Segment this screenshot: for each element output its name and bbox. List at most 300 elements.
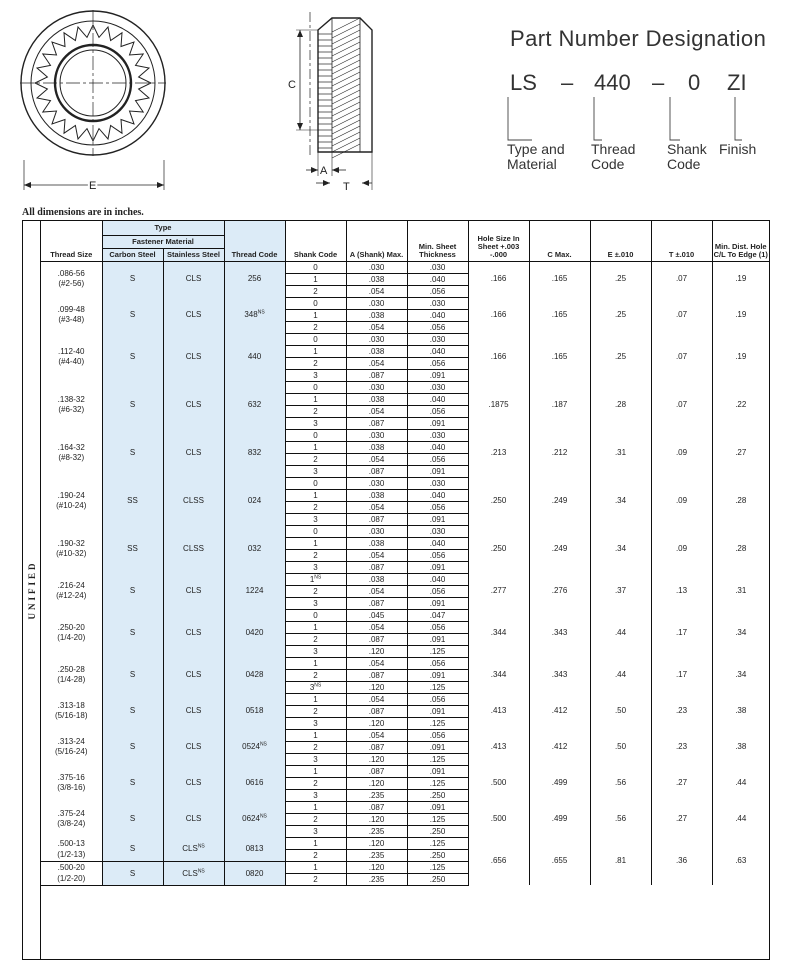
label-thread-code-line-2: Code: [591, 156, 625, 172]
label-type-material-line-1: Type and: [507, 141, 565, 157]
thread-size: .375-24: [57, 809, 85, 818]
shank-code-cell: [285, 633, 346, 645]
t-cell: [651, 765, 712, 801]
a-max-value: .087: [368, 670, 385, 680]
a-max-value: .087: [368, 766, 385, 776]
min-sheet-value: .056: [429, 586, 446, 596]
c-max-value: .249: [551, 496, 568, 505]
thread-code-cell: [224, 609, 285, 657]
min-sheet-value: .056: [429, 406, 446, 416]
shank-code-cell: [285, 357, 346, 369]
stainless-steel-cell: [163, 657, 224, 693]
c-max-cell: [529, 261, 590, 297]
shank-code-cell: [285, 309, 346, 321]
thread-size-fraction: (#6-32): [58, 405, 85, 414]
shank-code-value: 2: [313, 322, 318, 332]
hole-size-cell: [468, 477, 529, 525]
min-sheet-value: .030: [429, 478, 446, 488]
a-max-cell: [346, 261, 407, 273]
a-max-cell: [346, 501, 407, 513]
a-max-cell: [346, 381, 407, 393]
min-sheet-cell: [407, 357, 468, 369]
thread-code-cell: [224, 333, 285, 381]
shank-code-cell: [285, 441, 346, 453]
carbon-steel-cell: [102, 477, 163, 525]
min-sheet-value: .056: [429, 502, 446, 512]
a-max-value: .235: [368, 874, 385, 884]
min-sheet-value: .091: [429, 598, 446, 608]
a-max-value: .054: [368, 358, 385, 368]
a-max-value: .054: [368, 586, 385, 596]
stainless-steel-value: CLS: [185, 448, 202, 457]
hole-size-cell: [468, 837, 529, 885]
a-max-value: .087: [368, 634, 385, 644]
t-cell: [651, 525, 712, 573]
a-max-value: .054: [368, 550, 385, 560]
label-shank-code-line-1: Shank: [667, 141, 707, 157]
a-max-value: .120: [368, 814, 385, 824]
a-max-value: .030: [368, 334, 385, 344]
carbon-steel-value: SS: [127, 544, 138, 553]
min-sheet-value: .125: [429, 838, 446, 848]
t-cell: [651, 297, 712, 333]
shank-code-cell: [285, 561, 346, 573]
shank-code-value: 2: [313, 814, 318, 824]
min-sheet-cell: [407, 681, 468, 693]
thread-code-value: 0820: [245, 868, 264, 878]
label-finish-line-1: Finish: [719, 141, 757, 157]
table-row: [41, 693, 769, 705]
hole-size-cell: [468, 729, 529, 765]
min-dist-value: .31: [735, 586, 747, 595]
min-sheet-cell: [407, 609, 468, 621]
shank-code-value: 3: [313, 718, 318, 728]
hole-size-value: .1875: [488, 400, 509, 409]
shank-code-value: 1: [313, 490, 318, 500]
carbon-steel-cell: [102, 381, 163, 429]
t-cell: [651, 693, 712, 729]
a-max-value: .030: [368, 262, 385, 272]
a-max-value: .054: [368, 730, 385, 740]
table-row: [41, 261, 769, 273]
t-cell: [651, 801, 712, 837]
header-stainless-steel-text: Stainless Steel: [167, 249, 220, 259]
a-max-value: .087: [368, 418, 385, 428]
e-cell: [590, 333, 651, 381]
min-sheet-value: .091: [429, 370, 446, 380]
thread-code-value: 440: [247, 352, 262, 361]
a-max-value: .087: [368, 514, 385, 524]
header-min-dist-text: Min. Dist. Hole C/L To Edge (1): [713, 241, 768, 259]
shank-code-value: 1: [309, 574, 315, 584]
header-t: [651, 221, 712, 261]
header-shank-code-text: Shank Code: [293, 249, 338, 259]
a-max-cell: [346, 561, 407, 573]
min-sheet-cell: [407, 261, 468, 273]
thread-size: .313-24: [57, 737, 85, 746]
hole-size-value: .277: [490, 586, 507, 595]
thread-size-fraction: (#3-48): [58, 315, 85, 324]
a-max-value: .087: [368, 370, 385, 380]
c-max-value: .343: [551, 628, 568, 637]
e-value: .31: [614, 448, 627, 457]
min-sheet-cell: [407, 489, 468, 501]
shank-code-value: 3: [313, 466, 318, 476]
t-cell: [651, 261, 712, 297]
min-dist-cell: [712, 333, 769, 381]
min-sheet-cell: [407, 513, 468, 525]
thread-size: .190-32: [57, 539, 85, 548]
t-value: .17: [675, 670, 688, 679]
a-max-cell: [346, 321, 407, 333]
thread-code-value: 256: [247, 274, 262, 284]
shank-code-cell: [285, 393, 346, 405]
header-fastener-material-text: Fastener Material: [132, 236, 194, 246]
code-thread: 440: [594, 70, 631, 95]
t-cell: [651, 729, 712, 765]
c-max-value: .249: [551, 544, 568, 553]
shank-code-cell: [285, 609, 346, 621]
a-max-value: .030: [368, 526, 385, 536]
a-max-value: .120: [368, 646, 385, 656]
carbon-steel-cell: [102, 861, 163, 885]
thread-size-cell: [41, 477, 102, 525]
shank-code-value: 1: [313, 346, 318, 356]
ns-superscript: NS: [197, 843, 205, 850]
thread-size: .500-20: [57, 863, 85, 872]
carbon-steel-cell: [102, 693, 163, 729]
table-row: [41, 609, 769, 621]
shank-code-value: 3: [313, 514, 318, 524]
carbon-steel-value: S: [129, 742, 136, 751]
a-max-cell: [346, 813, 407, 825]
stainless-steel-cell: [163, 837, 224, 861]
e-cell: [590, 261, 651, 297]
carbon-steel-value: S: [129, 814, 136, 823]
shank-code-value: 3: [313, 646, 318, 656]
min-dist-value: .34: [735, 628, 747, 637]
min-dist-value: .19: [735, 274, 747, 284]
header-thread-size-text: Thread Size: [50, 249, 93, 259]
thread-size-fraction: (1/2-20): [57, 874, 86, 883]
min-sheet-cell: [407, 873, 468, 885]
a-max-cell: [346, 729, 407, 741]
shank-code-cell: [285, 585, 346, 597]
shank-code-cell: [285, 477, 346, 489]
stainless-steel-cell: [163, 297, 224, 333]
e-value: .28: [614, 400, 627, 409]
min-sheet-value: .091: [429, 706, 446, 716]
carbon-steel-cell: [102, 801, 163, 837]
hole-size-value: .166: [490, 310, 507, 319]
min-dist-value: .38: [735, 706, 747, 715]
min-sheet-value: .040: [429, 394, 446, 404]
e-value: .34: [614, 496, 627, 505]
c-max-cell: [529, 765, 590, 801]
label-thread-code-line-1: Thread: [591, 141, 636, 157]
a-max-cell: [346, 393, 407, 405]
shank-code-value: 2: [313, 358, 318, 368]
e-cell: [590, 765, 651, 801]
carbon-steel-value: S: [129, 844, 136, 854]
t-value: .17: [675, 628, 688, 637]
min-sheet-cell: [407, 729, 468, 741]
min-sheet-value: .056: [429, 454, 446, 464]
min-sheet-cell: [407, 813, 468, 825]
a-max-cell: [346, 405, 407, 417]
thread-size-cell: [41, 429, 102, 477]
header-stainless-steel: [163, 248, 224, 261]
table-row: [41, 573, 769, 585]
t-cell: [651, 333, 712, 381]
table-row: [41, 729, 769, 741]
shank-code-cell: [285, 549, 346, 561]
min-sheet-value: .250: [429, 874, 446, 884]
min-sheet-value: .040: [429, 346, 446, 356]
shank-code-value: 1: [313, 766, 318, 776]
min-dist-cell: [712, 573, 769, 609]
stainless-steel-value: CLS: [185, 310, 202, 319]
thread-code-cell: [224, 477, 285, 525]
table-row: [41, 297, 769, 309]
thread-code-value: 0624: [242, 814, 260, 823]
hole-size-value: .413: [490, 706, 507, 715]
min-dist-cell: [712, 837, 769, 885]
a-max-value: .087: [368, 706, 385, 716]
dim-t-label: T: [343, 181, 350, 193]
min-sheet-cell: [407, 597, 468, 609]
t-value: .07: [675, 274, 688, 284]
thread-size-fraction: (#10-24): [56, 501, 87, 510]
e-value: .34: [614, 544, 627, 553]
min-sheet-cell: [407, 477, 468, 489]
part-number-title: Part Number Designation: [510, 26, 767, 51]
c-max-value: .276: [551, 586, 568, 595]
thread-size-cell: [41, 837, 102, 861]
stainless-steel-cell: [163, 609, 224, 657]
shank-code-value: 0: [313, 430, 318, 440]
min-dist-cell: [712, 429, 769, 477]
stainless-steel-cell: [163, 801, 224, 837]
shank-code-value: 3: [313, 826, 318, 836]
thread-size: .313-18: [57, 701, 85, 710]
min-dist-value: .44: [735, 814, 747, 823]
a-max-value: .030: [368, 430, 385, 440]
thread-size: .190-24: [57, 491, 85, 500]
min-sheet-value: .056: [429, 358, 446, 368]
a-max-value: .054: [368, 286, 385, 296]
min-sheet-value: .040: [429, 274, 446, 284]
thread-size-fraction: (#2-56): [58, 279, 85, 289]
min-sheet-value: .040: [429, 574, 446, 584]
min-sheet-value: .030: [429, 430, 446, 440]
t-cell: [651, 429, 712, 477]
table-row: [41, 801, 769, 813]
a-max-cell: [346, 513, 407, 525]
shank-code-cell: [285, 273, 346, 285]
t-cell: [651, 477, 712, 525]
hole-size-value: .166: [490, 274, 507, 284]
a-max-cell: [346, 309, 407, 321]
stainless-steel-value: CLS: [185, 778, 202, 787]
c-max-value: .655: [551, 856, 568, 865]
shank-code-cell: [285, 465, 346, 477]
min-dist-cell: [712, 261, 769, 297]
e-cell: [590, 837, 651, 885]
header-t-text: T ±.010: [668, 249, 695, 259]
min-sheet-value: .250: [429, 826, 446, 836]
a-max-value: .087: [368, 742, 385, 752]
t-value: .09: [675, 448, 688, 457]
a-max-cell: [346, 297, 407, 309]
hole-size-value: .500: [490, 814, 507, 823]
a-max-cell: [346, 633, 407, 645]
a-max-value: .120: [368, 682, 385, 692]
a-max-value: .045: [368, 610, 385, 620]
min-sheet-value: .040: [429, 442, 446, 452]
a-max-value: .120: [368, 718, 385, 728]
shank-code-value: 0: [313, 298, 318, 308]
hole-size-cell: [468, 573, 529, 609]
c-max-value: .165: [551, 310, 568, 319]
thread-size-fraction: (#12-24): [56, 591, 87, 600]
carbon-steel-value: S: [129, 670, 136, 679]
min-sheet-cell: [407, 273, 468, 285]
thread-size: .216-24: [57, 581, 85, 590]
min-sheet-cell: [407, 669, 468, 681]
a-max-value: .054: [368, 658, 385, 668]
hole-size-cell: [468, 525, 529, 573]
dim-c-label: C: [288, 79, 296, 91]
carbon-steel-cell: [102, 765, 163, 801]
stainless-steel-value: CLSS: [183, 544, 204, 553]
stainless-steel-cell: [163, 693, 224, 729]
thread-size-fraction: (5/16-18): [55, 711, 88, 720]
t-cell: [651, 837, 712, 885]
carbon-steel-value: S: [129, 628, 136, 637]
header-min-dist: [712, 221, 769, 261]
thread-size-cell: [41, 609, 102, 657]
hole-size-cell: [468, 693, 529, 729]
thread-code-cell: [224, 573, 285, 609]
table-row: [41, 381, 769, 393]
shank-code-value: 2: [313, 706, 318, 716]
min-sheet-cell: [407, 501, 468, 513]
shank-code-cell: [285, 765, 346, 777]
a-max-value: .120: [368, 838, 385, 848]
shank-code-cell: [285, 405, 346, 417]
thread-size: .250-28: [57, 665, 85, 674]
shank-code-cell: [285, 429, 346, 441]
a-max-value: .038: [368, 310, 385, 320]
a-max-value: .087: [368, 466, 385, 476]
shank-code-cell: [285, 657, 346, 669]
min-sheet-cell: [407, 789, 468, 801]
a-max-value: .038: [368, 274, 385, 284]
min-sheet-cell: [407, 633, 468, 645]
a-max-cell: [346, 357, 407, 369]
min-sheet-value: .125: [429, 862, 446, 872]
a-max-cell: [346, 837, 407, 849]
shank-code-value: 2: [313, 742, 318, 752]
min-sheet-cell: [407, 453, 468, 465]
a-max-value: .038: [368, 346, 385, 356]
ns-superscript: NS: [259, 813, 267, 820]
a-max-cell: [346, 609, 407, 621]
stainless-steel-cell: [163, 333, 224, 381]
code-shank: 0: [688, 70, 701, 95]
a-max-cell: [346, 873, 407, 885]
a-max-cell: [346, 621, 407, 633]
shank-code-value: 0: [313, 262, 318, 272]
min-dist-cell: [712, 801, 769, 837]
thread-size: .086-56: [57, 269, 85, 279]
thread-code-value: 0420: [245, 628, 264, 637]
thread-code-cell: [224, 837, 285, 861]
hole-size-cell: [468, 765, 529, 801]
stainless-steel-cell: [163, 381, 224, 429]
c-max-value: .499: [551, 814, 568, 823]
header-e: [590, 221, 651, 261]
stainless-steel-cell: [163, 729, 224, 765]
shank-code-cell: [285, 345, 346, 357]
e-cell: [590, 297, 651, 333]
carbon-steel-cell: [102, 609, 163, 657]
min-sheet-value: .091: [429, 466, 446, 476]
carbon-steel-value: S: [129, 352, 136, 361]
stainless-steel-value: CLS: [185, 628, 202, 637]
thread-code-cell: [224, 429, 285, 477]
a-max-cell: [346, 369, 407, 381]
header-thread-code-text: Thread Code: [231, 249, 278, 259]
a-max-cell: [346, 453, 407, 465]
min-sheet-value: .091: [429, 514, 446, 524]
e-cell: [590, 573, 651, 609]
t-value: .36: [675, 856, 688, 865]
e-value: .56: [614, 814, 627, 823]
table-row: [41, 333, 769, 345]
min-sheet-cell: [407, 753, 468, 765]
min-sheet-cell: [407, 297, 468, 309]
shank-code-value: 3: [313, 562, 318, 572]
thread-size: .375-16: [57, 773, 85, 782]
min-dist-cell: [712, 477, 769, 525]
code-dash-1: –: [561, 70, 574, 95]
shank-code-cell: [285, 825, 346, 837]
thread-size-fraction: (1/4-20): [57, 633, 86, 642]
e-value: .50: [614, 742, 627, 751]
thread-code-cell: [224, 381, 285, 429]
carbon-steel-value: S: [129, 778, 136, 787]
ns-superscript: NS: [197, 867, 205, 874]
min-sheet-value: .030: [429, 382, 446, 392]
min-sheet-value: .056: [429, 622, 446, 632]
carbon-steel-value: S: [129, 586, 136, 595]
a-max-cell: [346, 849, 407, 861]
e-cell: [590, 729, 651, 765]
header-a-max-text: A (Shank) Max.: [349, 249, 404, 259]
label-thread-code: [591, 142, 635, 172]
thread-size-fraction: (1/2-13): [57, 849, 86, 859]
t-value: .07: [675, 352, 688, 361]
min-dist-cell: [712, 657, 769, 693]
t-cell: [651, 609, 712, 657]
thread-code-cell: [224, 657, 285, 693]
a-max-cell: [346, 657, 407, 669]
shank-code-value: 2: [313, 670, 318, 680]
e-value: .50: [614, 706, 627, 715]
shank-code-cell: [285, 813, 346, 825]
